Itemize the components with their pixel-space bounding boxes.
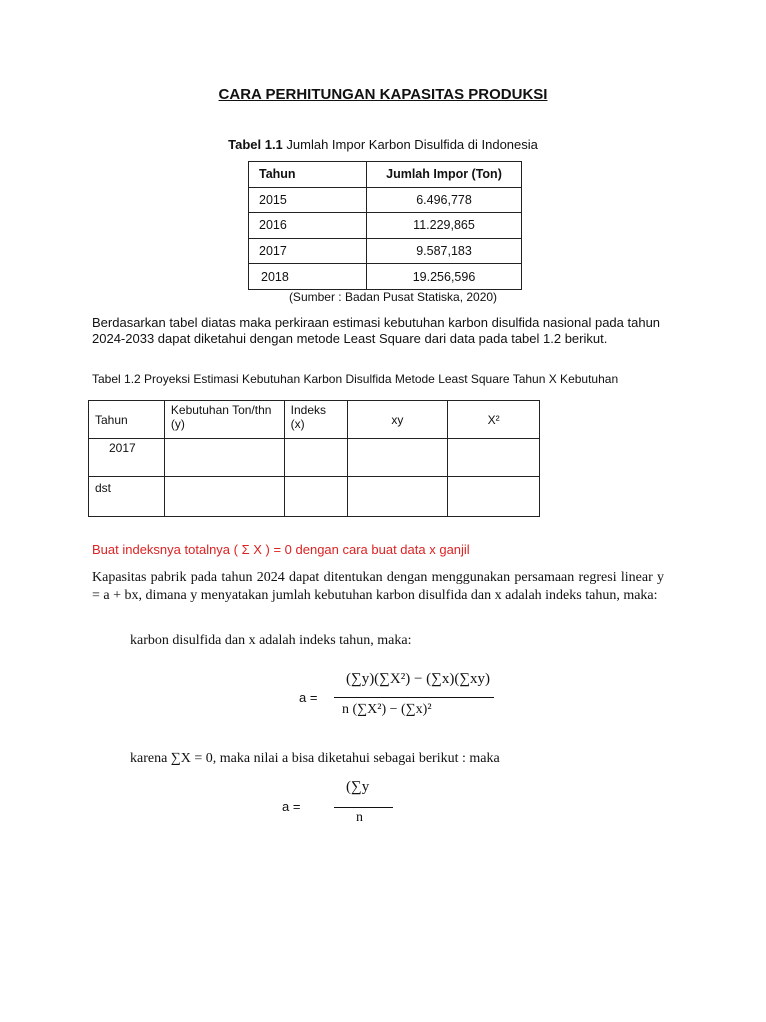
cell-xy xyxy=(347,439,448,477)
header-kebutuhan: Kebutuhan Ton/thn (y) xyxy=(164,401,284,439)
cell-kebutuhan xyxy=(164,439,284,477)
table-row xyxy=(89,439,540,477)
cell-kebutuhan xyxy=(164,477,284,517)
table-row xyxy=(249,213,522,239)
header-jumlah-impor: Jumlah Impor (Ton) xyxy=(367,162,522,188)
paragraph-sum-zero: karena ∑X = 0, maka nilai a bisa diketahui sebagai berikut : maka xyxy=(130,751,500,766)
table1-caption-label: Tabel 1.1 xyxy=(228,137,283,152)
table-row xyxy=(249,264,522,290)
formula-a-denominator: n (∑X²) − (∑x)² xyxy=(342,702,432,717)
projection-table xyxy=(88,400,540,517)
header-xy: xy xyxy=(347,401,448,439)
table2-caption: Tabel 1.2 Proyeksi Estimasi Kebutuhan Karbon Disulfida Metode Least Square Tahun X Kebutuhan xyxy=(92,372,619,386)
table-header-row xyxy=(89,401,540,439)
paragraph-regression: Kapasitas pabrik pada tahun 2024 dapat ditentukan dengan menggunakan persamaan regresi linear y = a + bx, dimana y menyatakan jumlah kebutuhan karbon disulfida dan x adalah indeks tahun, maka: xyxy=(92,570,664,603)
table-row xyxy=(249,238,522,264)
cell-x-squared xyxy=(448,477,540,517)
cell-year: 2018 xyxy=(249,264,367,290)
formula-a-lhs: a = xyxy=(299,690,318,705)
table-row xyxy=(89,477,540,517)
table1-caption xyxy=(0,137,766,152)
cell-xy xyxy=(347,477,448,517)
cell-indeks xyxy=(284,439,347,477)
table-row xyxy=(249,187,522,213)
formula-a2-denominator: n xyxy=(356,810,363,825)
header-tahun: Tahun xyxy=(89,401,165,439)
fraction-line xyxy=(334,807,393,808)
page-title: CARA PERHITUNGAN KAPASITAS PRODUKSI xyxy=(218,86,548,103)
cell-x-squared xyxy=(448,439,540,477)
cell-year: 2016 xyxy=(249,213,367,239)
header-tahun: Tahun xyxy=(249,162,367,188)
cell-import: 19.256,596 xyxy=(367,264,522,290)
formula-a-numerator: (∑y)(∑X²) − (∑x)(∑xy) xyxy=(346,671,491,687)
fraction-line xyxy=(334,697,494,698)
cell-import: 9.587,183 xyxy=(367,238,522,264)
cell-year: dst xyxy=(89,477,165,517)
cell-import: 6.496,778 xyxy=(367,187,522,213)
red-note: Buat indeksnya totalnya ( Σ X ) = 0 dengan cara buat data x ganjil xyxy=(92,542,470,557)
cell-year: 2017 xyxy=(249,238,367,264)
formula-a2-numerator: (∑y xyxy=(346,779,370,795)
cell-import: 11.229,865 xyxy=(367,213,522,239)
cell-indeks xyxy=(284,477,347,517)
cell-year: 2015 xyxy=(249,187,367,213)
header-indeks: Indeks (x) xyxy=(284,401,347,439)
table1-source: (Sumber : Badan Pusat Statiska, 2020) xyxy=(288,290,498,304)
import-table xyxy=(248,161,522,290)
table-header-row xyxy=(249,162,522,188)
header-x-squared: X² xyxy=(448,401,540,439)
formula-a2-lhs: a = xyxy=(282,799,301,814)
table1-caption-text: Jumlah Impor Karbon Disulfida di Indonesia xyxy=(282,137,538,152)
paragraph-intro: Berdasarkan tabel diatas maka perkiraan estimasi kebutuhan karbon disulfida nasional pada tahun 2024-2033 dapat diketahui dengan metode Least Square dari data pada tabel 1.2 berikut. xyxy=(92,315,661,346)
paragraph-continuation: karbon disulfida dan x adalah indeks tahun, maka: xyxy=(130,633,412,648)
cell-year: 2017 xyxy=(89,439,165,477)
